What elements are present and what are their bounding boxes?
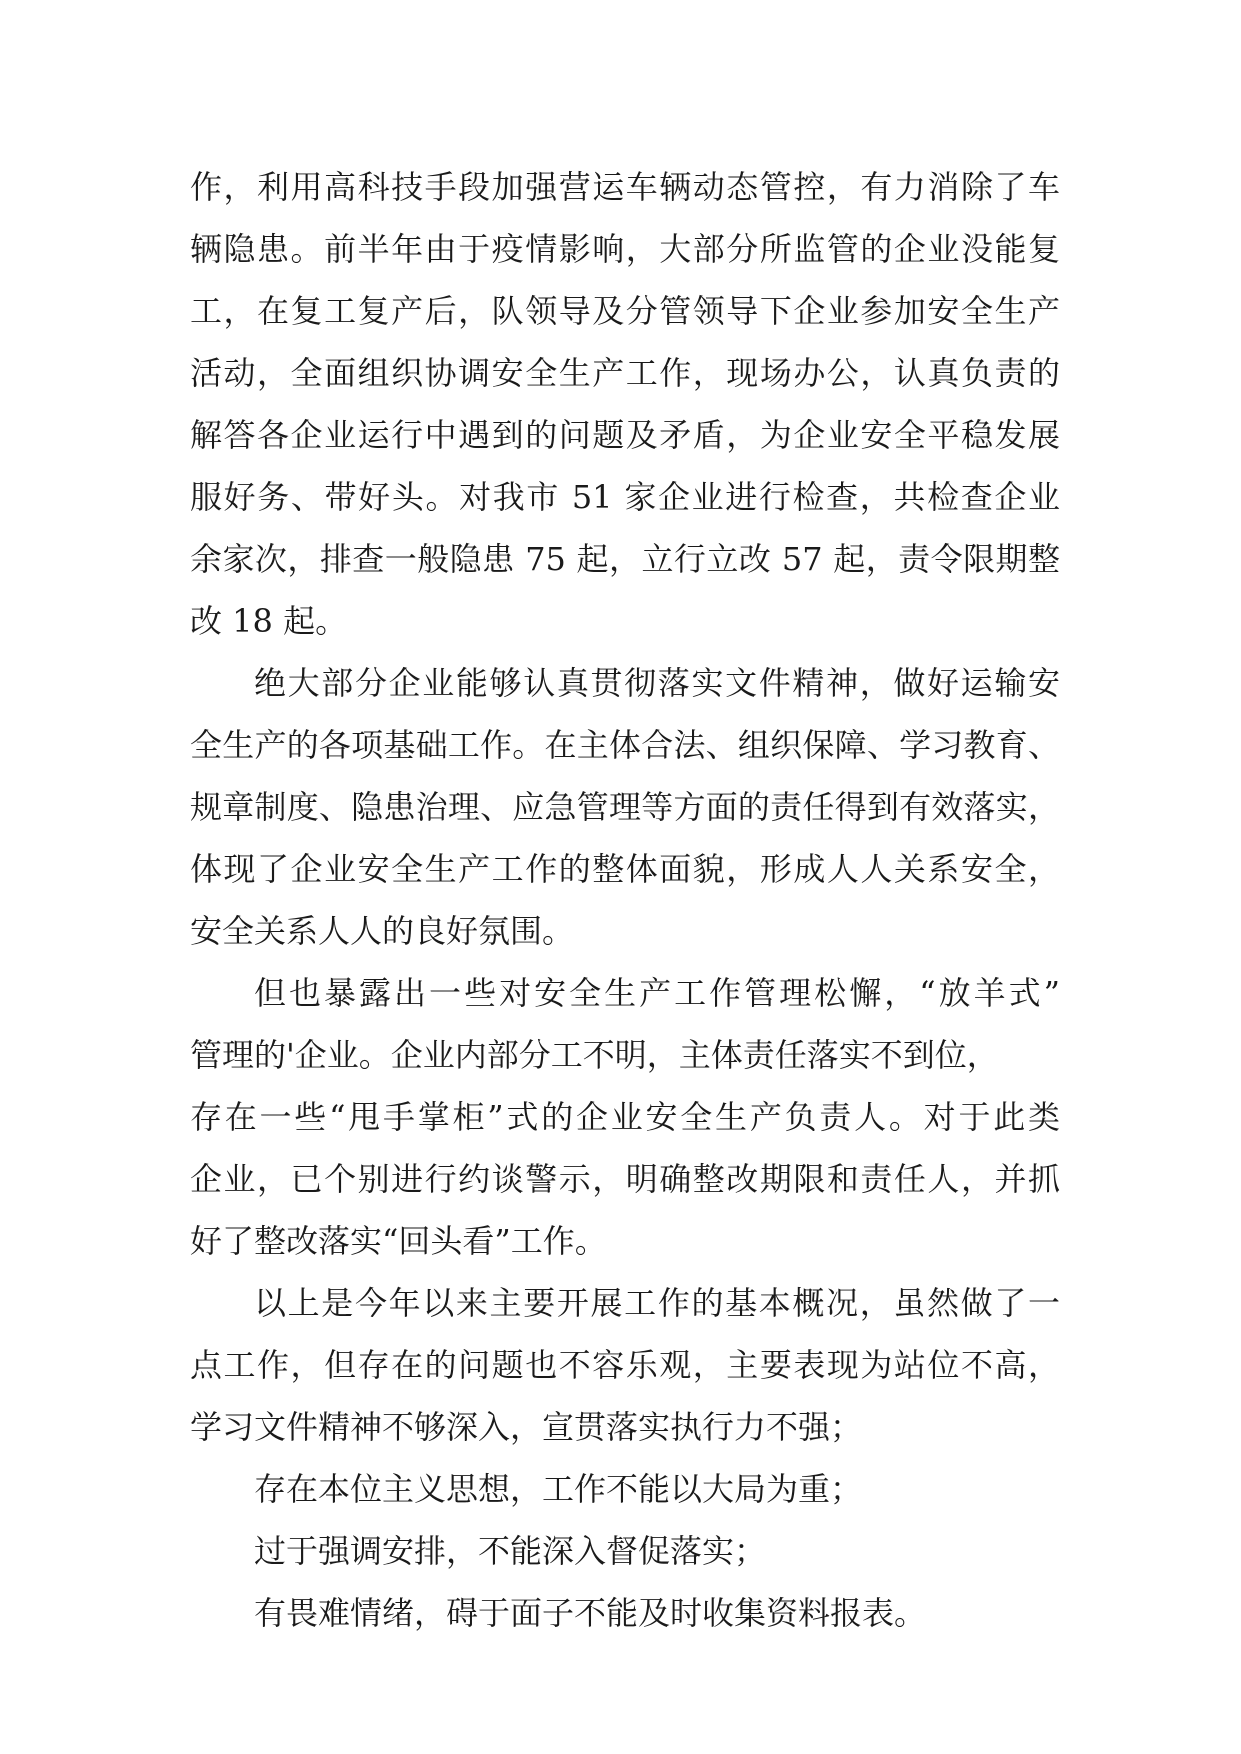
text-line: 学习文件精神不够深入，宣贯落实执行力不强； <box>190 1408 863 1446</box>
text-line: 工，在复工复产后，队领导及分管领导下企业参加安全生产 <box>190 292 1060 330</box>
text-line: 解答各企业运行中遇到的问题及矛盾，为企业安全平稳发展 <box>190 416 1060 454</box>
text-line: 全生产的各项基础工作。在主体合法、组织保障、学习教育、 <box>190 726 1060 764</box>
text-line: 管理的'企业。企业内部分工不明，主体责任落实不到位， <box>190 1036 999 1074</box>
text-line: 作，利用高科技手段加强营运车辆动态管控，有力消除了车 <box>190 168 1060 206</box>
text-line: 规章制度、隐患治理、应急管理等方面的责任得到有效落实， <box>190 788 1060 826</box>
text-line: 服好务、带好头。对我市 51 家企业进行检查，共检查企业 <box>190 478 1060 516</box>
text-line: 辆隐患。前半年由于疫情影响，大部分所监管的企业没能复 <box>190 230 1060 268</box>
text-line: 活动，全面组织协调安全生产工作，现场办公，认真负责的 <box>190 354 1060 392</box>
text-line: 企业，已个别进行约谈警示，明确整改期限和责任人，并抓 <box>190 1160 1060 1198</box>
text-line: 有畏难情绪，碍于面子不能及时收集资料报表。 <box>254 1594 927 1632</box>
text-line: 改 18 起。 <box>190 602 348 640</box>
text-line: 体现了企业安全生产工作的整体面貌，形成人人关系安全， <box>190 850 1060 888</box>
text-line: 余家次，排查一般隐患 75 起，立行立改 57 起，责令限期整 <box>190 540 1060 578</box>
text-line: 点工作，但存在的问题也不容乐观，主要表现为站位不高， <box>190 1346 1060 1384</box>
text-line: 绝大部分企业能够认真贯彻落实文件精神，做好运输安 <box>254 664 1060 702</box>
text-line: 以上是今年以来主要开展工作的基本概况，虽然做了一 <box>254 1284 1060 1322</box>
text-line: 过于强调安排，不能深入督促落实； <box>254 1532 767 1570</box>
text-line: 好了整改落实“回头看”工作。 <box>190 1222 607 1260</box>
text-line: 但也暴露出一些对安全生产工作管理松懈，“放羊式” <box>254 974 1060 1012</box>
text-line: 存在本位主义思想，工作不能以大局为重； <box>254 1470 863 1508</box>
text-line: 存在一些“甩手掌柜”式的企业安全生产负责人。对于此类 <box>190 1098 1060 1136</box>
document-body <box>190 156 1060 1644</box>
text-line: 安全关系人人的良好氛围。 <box>190 912 575 950</box>
